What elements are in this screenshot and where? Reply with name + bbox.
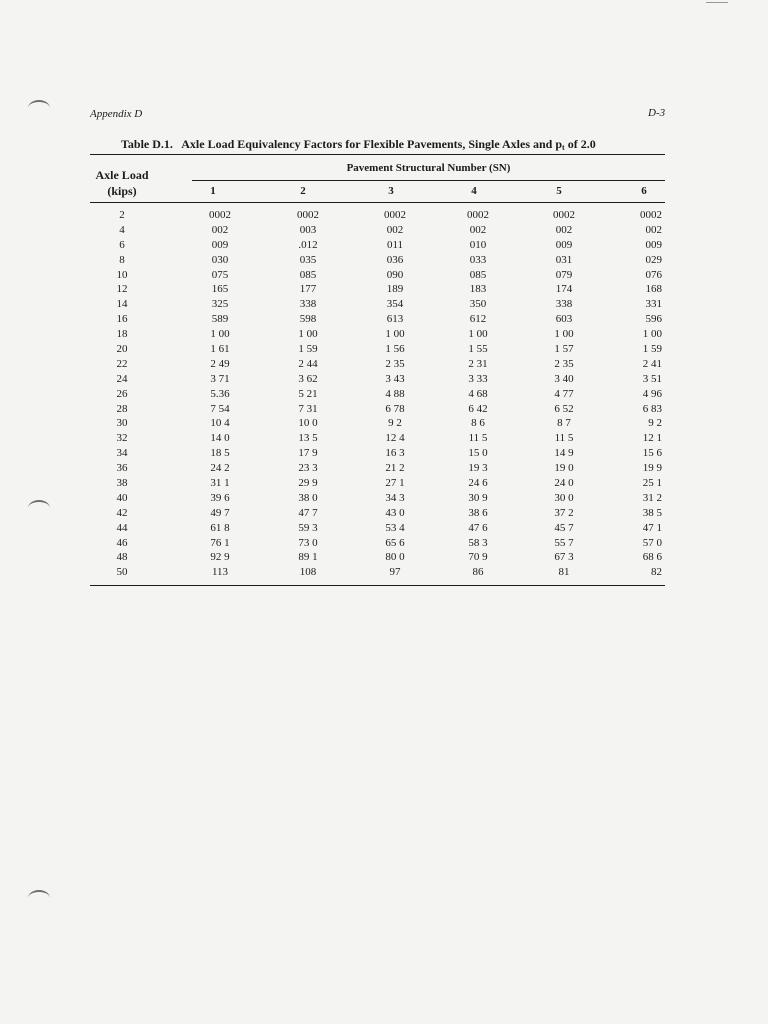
factor-cell: 011 — [386, 238, 404, 251]
factor-cell: 38 6 — [468, 506, 488, 519]
factor-cell: 1 00 — [554, 328, 574, 341]
factor-cell: 92 9 — [210, 551, 230, 564]
factor-cell: 10 4 — [210, 417, 230, 430]
factor-cell: 81 — [558, 566, 570, 579]
factor-cell: 76 1 — [210, 536, 230, 549]
factor-cell: 085 — [299, 268, 317, 281]
factor-cell: 3 43 — [385, 372, 405, 385]
axle-load-cell: 34 — [116, 447, 128, 460]
axle-load-header — [90, 167, 154, 199]
factor-cell: 3 71 — [210, 372, 230, 385]
factor-cell: 183 — [469, 283, 487, 296]
binder-hole-top — [28, 100, 50, 116]
sn-header-1: 1 — [210, 185, 216, 197]
table-caption — [121, 137, 596, 152]
axle-load-cell: 26 — [116, 387, 128, 400]
factor-cell: 0002 — [384, 209, 406, 221]
factor-cell: 25 1 — [642, 477, 662, 490]
axle-load-cell: 44 — [116, 521, 128, 534]
factor-cell: 30 0 — [554, 491, 574, 504]
factor-cell: 1 00 — [210, 328, 230, 341]
factor-cell: 53 4 — [385, 521, 405, 534]
axle-load-cell: 4 — [119, 223, 125, 236]
factor-cell: 15 6 — [642, 447, 662, 460]
factor-cell: 002 — [386, 223, 404, 236]
axle-load-cell: 10 — [116, 268, 128, 281]
caption-prefix: Table D.1. — [121, 137, 173, 151]
sn-header-5: 5 — [556, 185, 562, 197]
axle-load-cell: 24 — [116, 372, 128, 385]
factor-cell: 24 2 — [210, 462, 230, 475]
sn-header-6: 6 — [641, 185, 647, 197]
factor-cell: 70 9 — [468, 551, 488, 564]
factor-cell: 589 — [211, 313, 229, 326]
factor-cell: 079 — [555, 268, 573, 281]
axle-load-cell: 14 — [116, 298, 128, 311]
factor-cell: 65 6 — [385, 536, 405, 549]
factor-cell: 009 — [555, 238, 573, 251]
sn-header-3: 3 — [388, 185, 394, 197]
factor-cell: 8 7 — [557, 417, 571, 430]
caption-suffix: of 2.0 — [564, 137, 596, 151]
factor-cell: 23 3 — [298, 462, 318, 475]
factor-cell: 3 40 — [554, 372, 574, 385]
factor-cell: 2 35 — [385, 357, 405, 370]
factor-cell: 12 1 — [642, 432, 662, 445]
axle-load-cell: 32 — [116, 432, 128, 445]
factor-cell: 16 3 — [385, 447, 405, 460]
factor-cell: 9 2 — [388, 417, 402, 430]
factor-cell: 331 — [645, 298, 662, 311]
factor-cell: 49 7 — [210, 506, 230, 519]
factor-cell: 34 3 — [385, 491, 405, 504]
factor-cell: 15 0 — [468, 447, 488, 460]
factor-cell: 14 0 — [210, 432, 230, 445]
factor-cell: 3 51 — [642, 372, 662, 385]
factor-cell: 10 0 — [298, 417, 318, 430]
factor-cell: 86 — [472, 566, 484, 579]
binder-hole-middle — [28, 500, 50, 516]
table-bottom-rule — [90, 585, 665, 586]
factor-cell: 17 9 — [298, 447, 318, 460]
factor-cell: 2 49 — [210, 357, 230, 370]
axle-load-cell: 46 — [116, 536, 128, 549]
factor-cell: 338 — [299, 298, 317, 311]
factor-cell: 31 2 — [642, 491, 662, 504]
sn-4-column — [453, 208, 503, 580]
factor-cell: 002 — [469, 223, 487, 236]
factor-cell: 035 — [299, 253, 317, 266]
factor-cell: 0002 — [467, 209, 489, 221]
caption-text: Axle Load Equivalency Factors for Flexible Pavements, Single Axles and p — [181, 137, 563, 151]
factor-cell: 009 — [645, 238, 662, 251]
binder-hole-bottom — [28, 890, 50, 906]
factor-cell: 4 88 — [385, 387, 405, 400]
factor-cell: 80 0 — [385, 551, 405, 564]
factor-cell: 8 6 — [471, 417, 485, 430]
factor-cell: 002 — [211, 223, 229, 236]
sn-1-column — [195, 208, 245, 580]
axle-load-cell: 8 — [119, 253, 125, 266]
factor-cell: 031 — [555, 253, 573, 266]
factor-cell: 13 5 — [298, 432, 318, 445]
factor-cell: 59 3 — [298, 521, 318, 534]
factor-cell: 1 00 — [385, 328, 405, 341]
factor-cell: 003 — [299, 223, 317, 236]
factor-cell: 0002 — [209, 209, 231, 221]
factor-cell: 73 0 — [298, 536, 318, 549]
table-top-rule — [90, 154, 665, 155]
factor-cell: 0002 — [553, 209, 575, 221]
axle-load-cell: 36 — [116, 462, 128, 475]
factor-cell: 11 5 — [468, 432, 488, 445]
factor-cell: 177 — [299, 283, 317, 296]
factor-cell: 37 2 — [554, 506, 574, 519]
factor-cell: 1 00 — [642, 328, 662, 341]
factor-cell: 47 7 — [298, 506, 318, 519]
factor-cell: 19 3 — [468, 462, 488, 475]
factor-cell: 5 21 — [298, 387, 318, 400]
factor-cell: 165 — [211, 283, 229, 296]
factor-cell: 7 31 — [298, 402, 318, 415]
factor-cell: 82 — [651, 566, 662, 579]
factor-cell: 1 00 — [298, 328, 318, 341]
factor-cell: 1 56 — [385, 343, 405, 356]
factor-cell: 0002 — [640, 209, 662, 221]
factor-cell: 57 0 — [642, 536, 662, 549]
page-number: D-3 — [648, 107, 666, 119]
axle-load-cell: 16 — [116, 313, 128, 326]
factor-cell: 38 0 — [298, 491, 318, 504]
factor-cell: 67 3 — [554, 551, 574, 564]
factor-cell: 9 2 — [648, 417, 662, 430]
factor-cell: 325 — [211, 298, 229, 311]
factor-cell: 11 5 — [554, 432, 574, 445]
factor-cell: 21 2 — [385, 462, 405, 475]
factor-cell: 30 9 — [468, 491, 488, 504]
factor-cell: 29 9 — [298, 477, 318, 490]
section-label: Appendix D — [90, 108, 143, 120]
axle-load-cell: 30 — [116, 417, 128, 430]
factor-cell: 033 — [469, 253, 487, 266]
factor-cell: 168 — [645, 283, 662, 296]
factor-cell: 1 61 — [210, 343, 230, 356]
factor-cell: 45 7 — [554, 521, 574, 534]
sn-group-rule — [192, 180, 665, 181]
factor-cell: 002 — [645, 223, 662, 236]
caption-subscript: t — [562, 143, 565, 152]
factor-cell: 6 78 — [385, 402, 405, 415]
sn-header-4: 4 — [471, 185, 477, 197]
axle-load-cell: 42 — [116, 506, 128, 519]
factor-cell: 2 31 — [468, 357, 488, 370]
sn-2-column — [283, 208, 333, 580]
axle-load-cell: 48 — [116, 551, 128, 564]
factor-cell: 39 6 — [210, 491, 230, 504]
factor-cell: 0002 — [297, 209, 319, 221]
factor-cell: 2 35 — [554, 357, 574, 370]
axle-load-cell: 22 — [116, 357, 128, 370]
sn-group-header: Pavement Structural Number (SN) — [346, 162, 511, 174]
axle-load-header-line2: (kips) — [107, 184, 137, 198]
factor-cell: 43 0 — [385, 506, 405, 519]
factor-cell: 029 — [645, 253, 662, 266]
axle-load-cell: 6 — [119, 238, 125, 251]
factor-cell: 7 54 — [210, 402, 230, 415]
factor-cell: 6 52 — [554, 402, 574, 415]
factor-cell: 24 0 — [554, 477, 574, 490]
scan-mark — [706, 2, 728, 3]
axle-load-cell: 40 — [116, 491, 128, 504]
factor-cell: 174 — [555, 283, 573, 296]
factor-cell: 108 — [299, 566, 317, 579]
factor-cell: 4 68 — [468, 387, 488, 400]
sn-header-2: 2 — [300, 185, 306, 197]
factor-cell: 085 — [469, 268, 487, 281]
sn-3-column — [370, 208, 420, 580]
axle-load-cell: 38 — [116, 477, 128, 490]
factor-cell: 2 44 — [298, 357, 318, 370]
axle-load-column — [90, 208, 154, 580]
factor-cell: 350 — [469, 298, 487, 311]
factor-cell: 076 — [645, 268, 662, 281]
factor-cell: 596 — [645, 313, 662, 326]
factor-cell: 010 — [469, 238, 487, 251]
axle-load-cell: 2 — [119, 209, 125, 221]
header-bottom-rule — [90, 202, 665, 203]
factor-cell: 189 — [386, 283, 404, 296]
factor-cell: 603 — [555, 313, 573, 326]
factor-cell: 89 1 — [298, 551, 318, 564]
axle-load-cell: 20 — [116, 343, 128, 356]
factor-cell: 47 1 — [642, 521, 662, 534]
factor-cell: 6 42 — [468, 402, 488, 415]
factor-cell: 354 — [386, 298, 404, 311]
factor-cell: 030 — [211, 253, 229, 266]
factor-cell: 19 0 — [554, 462, 574, 475]
factor-cell: 18 5 — [210, 447, 230, 460]
factor-cell: .012 — [298, 238, 318, 251]
factor-cell: 613 — [386, 313, 404, 326]
axle-load-header-line1: Axle Load — [95, 168, 149, 182]
factor-cell: 612 — [469, 313, 487, 326]
factor-cell: 3 33 — [468, 372, 488, 385]
factor-cell: 4 96 — [642, 387, 662, 400]
factor-cell: 61 8 — [210, 521, 230, 534]
factor-cell: 1 59 — [298, 343, 318, 356]
factor-cell: 113 — [211, 566, 229, 579]
factor-cell: 036 — [386, 253, 404, 266]
axle-load-cell: 12 — [116, 283, 128, 296]
axle-load-cell: 28 — [116, 402, 128, 415]
factor-cell: 68 6 — [642, 551, 662, 564]
factor-cell: 1 55 — [468, 343, 488, 356]
factor-cell: 55 7 — [554, 536, 574, 549]
factor-cell: 4 77 — [554, 387, 574, 400]
factor-cell: 38 5 — [642, 506, 662, 519]
factor-cell: 5.36 — [210, 387, 230, 400]
sn-5-column — [539, 208, 589, 580]
factor-cell: 009 — [211, 238, 229, 251]
factor-cell: 47 6 — [468, 521, 488, 534]
factor-cell: 075 — [211, 268, 229, 281]
factor-cell: 090 — [386, 268, 404, 281]
factor-cell: 24 6 — [468, 477, 488, 490]
sn-6-column — [612, 208, 662, 580]
factor-cell: 19 9 — [642, 462, 662, 475]
factor-cell: 338 — [555, 298, 573, 311]
factor-cell: 002 — [555, 223, 573, 236]
factor-cell: 598 — [299, 313, 317, 326]
factor-cell: 31 1 — [210, 477, 230, 490]
factor-cell: 14 9 — [554, 447, 574, 460]
factor-cell: 6 83 — [642, 402, 662, 415]
factor-cell: 97 — [389, 566, 401, 579]
factor-cell: 1 57 — [554, 343, 574, 356]
factor-cell: 3 62 — [298, 372, 318, 385]
factor-cell: 1 59 — [642, 343, 662, 356]
factor-cell: 58 3 — [468, 536, 488, 549]
factor-cell: 2 41 — [642, 357, 662, 370]
axle-load-cell: 50 — [116, 566, 128, 579]
factor-cell: 27 1 — [385, 477, 405, 490]
factor-cell: 12 4 — [385, 432, 405, 445]
factor-cell: 1 00 — [468, 328, 488, 341]
axle-load-cell: 18 — [116, 328, 128, 341]
